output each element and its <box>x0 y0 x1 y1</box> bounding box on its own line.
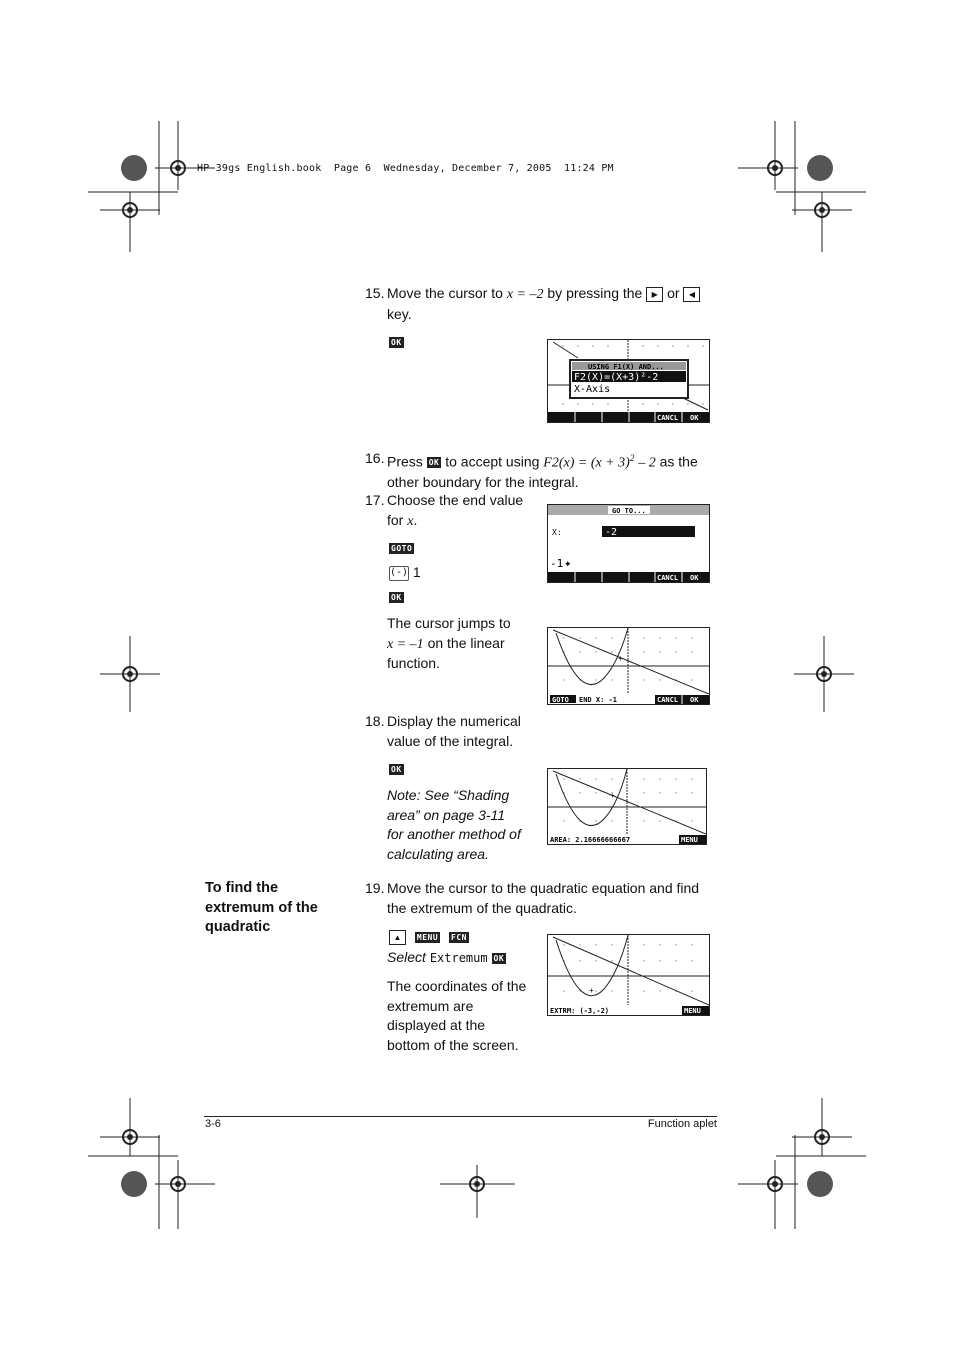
step-15-text: Move the cursor to x = –2 by pressing the ▶ or ◀ key. <box>387 284 722 324</box>
screen1-selected: F2(X)=(X+3)²-2 <box>574 372 659 383</box>
step-15-number: 15. <box>365 285 385 301</box>
step-18-text: Display the numerical value of the integral. <box>387 713 521 749</box>
right-arrow-key-icon: ▶ <box>646 287 663 302</box>
negate-key-icon: (-) <box>389 566 409 581</box>
svg-text:+: + <box>618 654 623 663</box>
step-17-text: Choose the end value for x. <box>387 492 524 529</box>
step-18-note: Note: See “Shading area” on page 3-11 for another method of calculating area. <box>387 787 521 862</box>
book-header: HP 39gs English.book Page 6 Wednesday, December 7, 2005 11:24 PM <box>197 163 614 174</box>
step-17-number: 17. <box>365 492 385 508</box>
footer-section: Function aplet <box>647 1118 717 1130</box>
step-19-note: The coordinates of the extremum are displayed at the bottom of the screen. <box>387 978 527 1053</box>
step-15-ok-key: OK <box>391 338 402 348</box>
svg-text:GOTO: GOTO <box>552 696 569 704</box>
step-18-number: 18. <box>365 713 385 729</box>
calculator-screen-goto <box>547 504 710 583</box>
goto-key: GOTO <box>391 544 413 554</box>
screen1-option: X-Axis <box>574 384 611 395</box>
calculator-screen-extremum <box>547 934 710 1016</box>
step-19-text: Move the cursor to the quadratic equation and find the extremum of the quadratic. <box>387 880 700 916</box>
svg-text:OK: OK <box>690 696 699 704</box>
step-17-note: The cursor jumps to x = –1 on the linear function. <box>387 615 511 671</box>
svg-text:+: + <box>610 791 615 800</box>
screen2-entry: -1 <box>550 557 564 570</box>
up-arrow-key-icon: ▲ <box>389 930 406 945</box>
svg-text:CANCL: CANCL <box>657 696 679 704</box>
footer-page-number: 3-6 <box>205 1118 221 1130</box>
neg-one-entry: (-) 1 <box>390 564 421 580</box>
step-18-ok-key: OK <box>391 765 402 775</box>
footer-rule <box>204 1116 717 1117</box>
calculator-screen-area <box>547 768 707 845</box>
svg-text:CANCL: CANCL <box>657 414 679 422</box>
svg-text:AREA: 2.16666666667: AREA: 2.16666666667 <box>550 836 631 844</box>
svg-text:OK: OK <box>690 574 699 582</box>
screen1-title: USING F1(X) AND... <box>588 363 664 371</box>
svg-text:EXTRM: (-3,-2): EXTRM: (-3,-2) <box>550 1007 610 1015</box>
step-16-text: Press OK to accept using $F2(x) = (x + 3)^2 - 2$ as the other boundary for the integral. <box>387 453 698 491</box>
calculator-screen-graph-end <box>547 627 710 705</box>
ok-key: OK <box>428 458 440 468</box>
left-arrow-key-icon: ◀ <box>683 287 700 302</box>
svg-text:END X: -1: END X: -1 <box>579 696 617 704</box>
step-16-number: 16. <box>365 450 385 466</box>
svg-text:CANCL: CANCL <box>657 574 679 582</box>
step-17-ok-key: OK <box>391 593 402 603</box>
section-sidehead: To find the extremum of the quadratic <box>205 880 318 935</box>
step-19-keys <box>389 929 469 947</box>
svg-text:MENU: MENU <box>681 836 698 844</box>
menu-key: MENU <box>416 933 439 943</box>
step-19-number: 19. <box>365 880 385 896</box>
screen2-label: X: <box>552 528 562 537</box>
fcn-key: FCN <box>451 933 467 943</box>
screen2-value: -2 <box>605 527 618 538</box>
svg-text:OK: OK <box>690 414 699 422</box>
svg-text:✦: ✦ <box>564 560 572 570</box>
screen2-title: GO TO... <box>612 507 646 515</box>
svg-text:MENU: MENU <box>684 1007 701 1015</box>
svg-text:+: + <box>589 986 594 995</box>
select-extremum-line: Select Extremum OK <box>387 949 505 965</box>
calculator-screen-1 <box>547 339 710 423</box>
